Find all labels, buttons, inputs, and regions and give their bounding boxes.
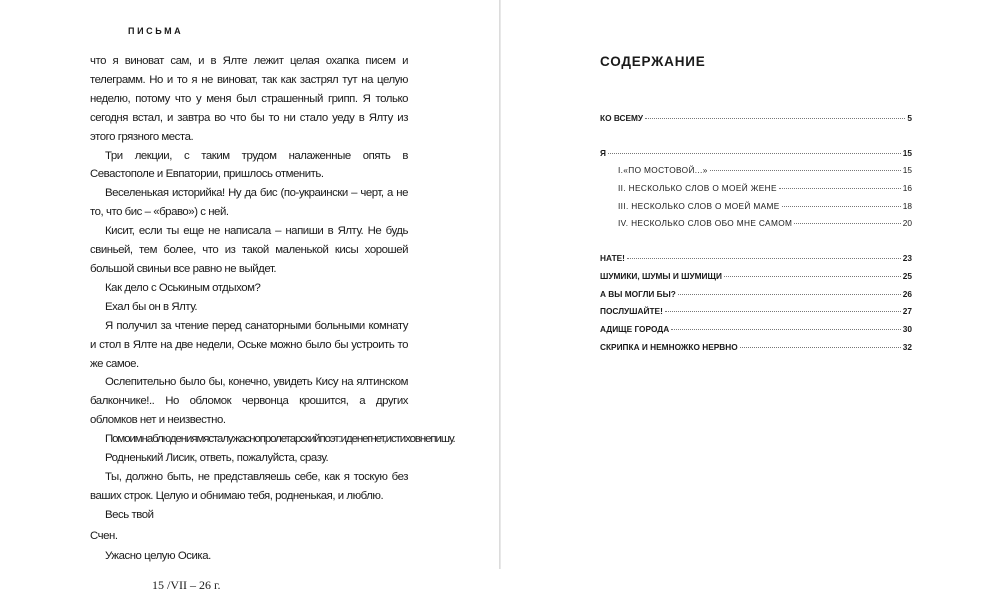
letter-paragraph: Ослепительно было бы, конечно, увидеть Кису на ялтинском балкончике!.. Но обломок червонца крошится, а других обломков нет и неизвестно. [90,376,408,427]
toc-title: СОДЕРЖАНИЕ [600,54,706,69]
letter-paragraph: что я виноват сам, и в Ялте лежит целая охапка писем и телеграмм. Но и то я не виноват, так как застрял тут на целую неделю, потому что у меня был страшенный грипп. Я только сегодня встал, и завтра во что бы то ни стало уеду в Ялту из этого грязного места. [90,55,408,143]
toc-leader-dots [665,311,901,312]
right-page [501,0,1000,569]
toc-subentry [600,162,912,180]
toc-entry-label: ПОСЛУШАЙТЕ! [600,306,663,317]
toc-entry-label: IV. НЕСКОЛЬКО СЛОВ ОБО МНЕ САМОМ [618,218,793,229]
letter-paragraph: Веселенькая историйка! Ну да бис (по-украински – черт, а не то, что бис – «браво») с ней. [90,187,408,219]
toc-leader-dots [678,294,901,295]
letter-paragraph: Помоимнаблюдениямясталужаснопролетарскийпоэт:иденегнет,истиховнепишу. [105,433,455,446]
toc-subentry [600,180,912,198]
letter-paragraph: Я получил за чтение перед санаторными больными комнату и стол в Ялте на две недели, Оське можно было бы устроить то же самое. [90,319,408,370]
left-page [0,0,499,593]
toc-leader-dots [779,188,901,189]
toc-entry-label: II. НЕСКОЛЬКО СЛОВ О МОЕЙ ЖЕНЕ [618,183,777,194]
toc-entry-label: I.«ПО МОСТОВОЙ...» [618,165,708,176]
toc-entry-label: Я [600,147,606,158]
toc-entry-page: 5 [907,113,912,123]
toc-subentry [600,198,912,216]
letter-postscript: Ужасно целую Осика. [105,549,211,562]
letter-signature: Счен. [90,529,118,542]
toc-entry [600,339,912,357]
toc-entry-label: ШУМИКИ, ШУМЫ И ШУМИЩИ [600,270,722,281]
toc-entry-label: А ВЫ МОГЛИ БЫ? [600,288,676,299]
toc-entry [600,145,912,163]
toc-entry-page: 27 [902,306,912,317]
toc-entry [600,250,912,268]
letter-date: 15 /VII – 26 г. [152,578,221,593]
toc-entry-page: 18 [902,200,912,211]
toc-leader-dots [671,329,901,330]
letter-paragraph: Весь твой [105,508,154,521]
toc-entry [600,286,912,304]
letter-paragraph: Кисит, если ты еще не написала – напиши в Ялту. Не будь свиньей, тем более, что из такой маленькой кисы хорошей большой свиньи все равно не выйдет. [90,225,408,275]
letter-paragraph: Три лекции, с таким трудом налаженные опять в Севастополе и Евпатории, пришлось отменить. [90,149,408,181]
toc-entry [600,321,912,339]
toc-leader-dots [794,223,900,224]
toc-entry-page: 15 [902,165,912,176]
toc-entry-label: АДИЩЕ ГОРОДА [600,323,670,334]
toc-leader-dots [710,170,901,171]
toc-entry-page: 16 [902,183,912,194]
toc-leader-dots [608,153,901,154]
letter-paragraph: Ты, должно быть, не представляешь себе, как я тоскую без ваших строк. Целую и обнимаю тебя, родненькая, и люблю. [90,470,408,502]
table-of-contents [600,110,912,356]
toc-subentry [600,215,912,233]
toc-entry-page: 23 [902,253,912,264]
running-head: ПИСЬМА [128,26,184,36]
toc-leader-dots [645,118,905,119]
letter-paragraph: Ехал бы он в Ялту. [105,300,198,313]
toc-leader-dots [740,347,901,348]
toc-entry-page: 32 [902,341,912,352]
toc-leader-dots [724,276,901,277]
toc-leader-dots [627,258,901,259]
toc-entry-page: 15 [902,147,912,158]
letter-paragraph: Как дело с Оськиным отдыхом? [105,281,261,294]
toc-entry-label: НАТЕ! [600,253,625,264]
toc-entry [600,268,912,286]
letter-paragraph: Родненький Лисик, ответь, пожалуйста, сразу. [105,452,329,465]
toc-entry-label: III. НЕСКОЛЬКО СЛОВ О МОЕЙ МАМЕ [618,200,780,211]
toc-entry-page: 20 [902,218,912,229]
toc-entry-label: СКРИПКА И НЕМНОЖКО НЕРВНО [600,341,738,352]
toc-entry-page: 30 [902,323,912,334]
toc-entry-page: 25 [902,270,912,281]
toc-entry [600,110,912,128]
toc-entry [600,303,912,321]
toc-entry-label: КО ВСЕМУ [600,113,644,123]
toc-entry-page: 26 [902,288,912,299]
letter-text [90,52,455,595]
toc-leader-dots [782,206,901,207]
